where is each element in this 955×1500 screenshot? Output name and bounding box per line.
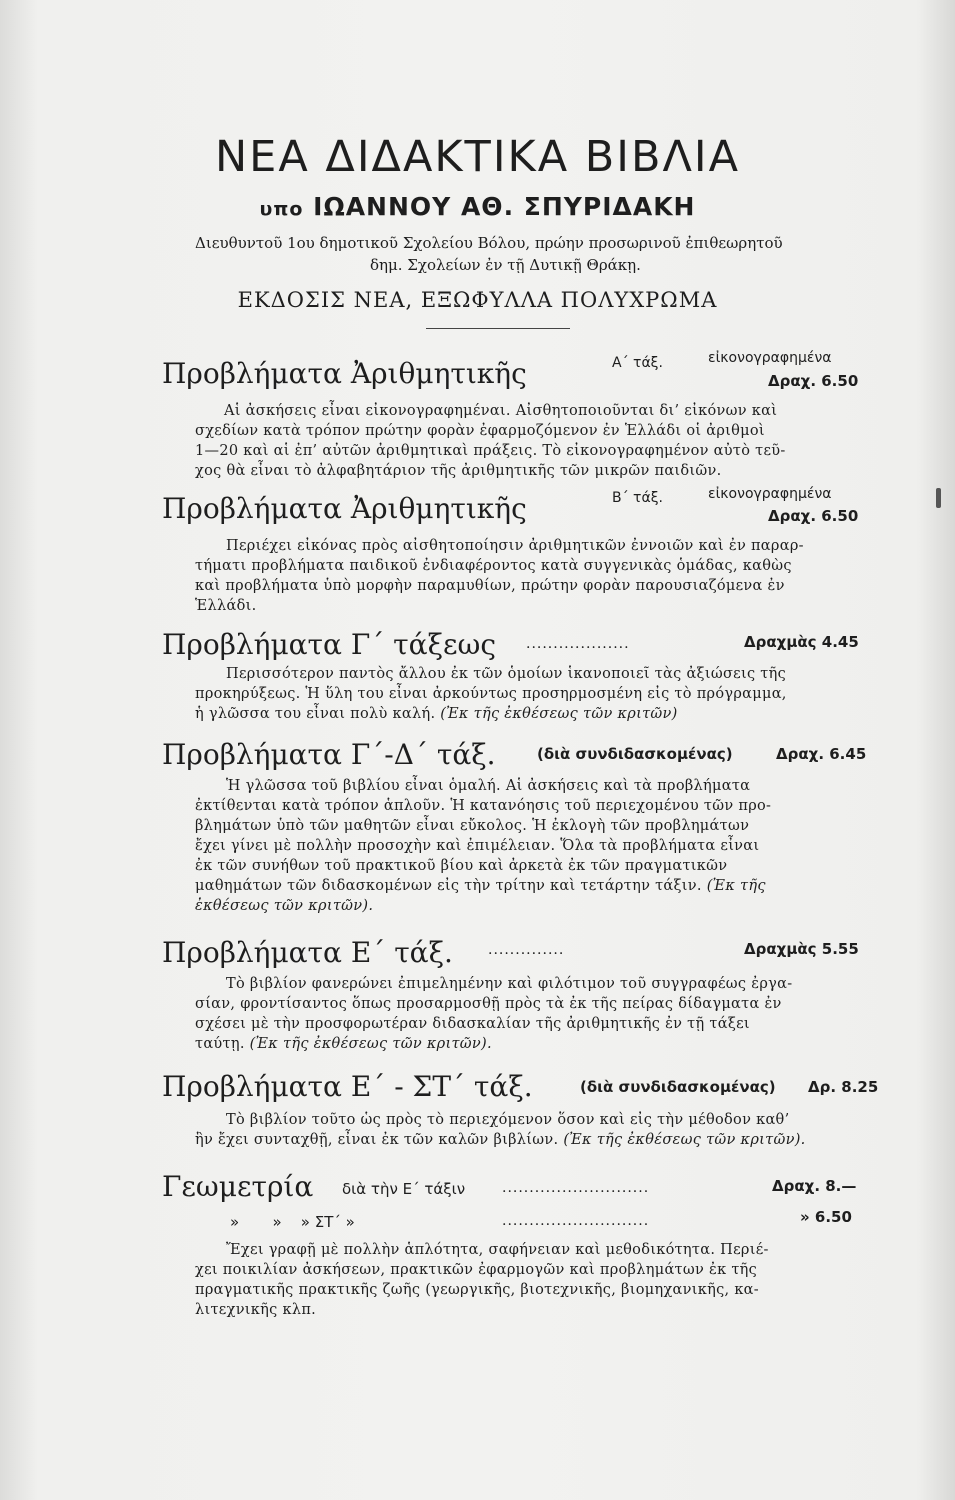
book-5-desc-last: ταύτῃ. — [195, 1036, 245, 1052]
book-4-quote-start: (Ἐκ τῆς — [706, 878, 766, 894]
book-4-desc-line-3: βλημάτων ὑπὸ τῶν μαθητῶν εἶναι εὔκολος. Ἡ ἐκλογὴ τῶν προβλημάτων — [195, 818, 750, 834]
book-4-desc-line-5: ἐκ τῶν συνήθων τοῦ πρακτικοῦ βίου καὶ ἀρκετὰ ἐκ τῶν πραγματικῶν — [195, 858, 728, 874]
book-1-desc-line-2: σχεδίων κατὰ τρόπον πρώτην φορὰν ἐφαρμοζόμενον ἐν Ἑλλάδι οἱ ἀριθμοὶ — [195, 423, 765, 439]
book-5-desc-line-4 — [195, 1036, 492, 1052]
header-divider — [426, 328, 570, 329]
book-3-desc-last: ἡ γλῶσσα του εἶναι πολὺ καλή. — [195, 706, 436, 722]
book-5-price: Δραχμὰς 5.55 — [744, 940, 859, 958]
edition-line: ΕΚΔΟΣΙΣ ΝΕΑ, ΕΞΩΦΥΛΛΑ ΠΟΛΥΧΡΩΜΑ — [237, 288, 718, 312]
book-4-note: (διὰ συνδιδασκομένας) — [537, 745, 733, 763]
affiliation-line-1: Διευθυντοῦ 1ου δημοτικοῦ Σχολείου Βόλου, πρώην προσωρινοῦ ἐπιθεωρητοῦ — [195, 234, 783, 252]
book-1-note: εἰκονογραφημένα — [708, 350, 832, 366]
book-3-desc-line-3 — [195, 706, 678, 722]
book-7-price: Δραχ. 8.— — [772, 1177, 857, 1195]
by-word: υπο — [259, 198, 304, 220]
book-4-desc-line-6 — [195, 878, 766, 894]
book-3-leader: ................... — [526, 636, 630, 652]
book-6-quote: (Ἐκ τῆς ἐκθέσεως τῶν κριτῶν). — [563, 1132, 806, 1148]
book-6-title: Προβλήματα Ε΄ - ΣΤ΄ τάξ. — [162, 1070, 533, 1103]
book-2-desc-line-3: καὶ προβλήματα ὑπὸ μορφὴν παραμυθίων, πρώτην φορὰν παρουσιαζόμενα ἐν — [195, 578, 785, 594]
book-4-title: Προβλήματα Γ΄-Δ΄ τάξ. — [162, 738, 496, 771]
book-2-desc-line-2: τήματι προβλήματα παιδικοῦ ἐνδιαφέροντος κατὰ συγγενικὰς ὁμάδας, καθὼς — [195, 558, 792, 574]
book-7-subtitle: διὰ τὴν Ε΄ τάξιν — [342, 1180, 466, 1198]
page-title: ΝΕΑ ΔΙΔΑΚΤΙΚΑ ΒΙΒΛΙΑ — [215, 132, 740, 182]
book-3-price: Δραχμὰς 4.45 — [744, 633, 859, 651]
book-7-title: Γεωμετρία — [162, 1170, 314, 1203]
affiliation-line-2: δημ. Σχολείων ἐν τῇ Δυτικῇ Θράκῃ. — [370, 256, 641, 274]
author-line — [0, 192, 955, 221]
book-1-price: Δραχ. 6.50 — [768, 372, 859, 390]
book-4-desc-line-2: ἐκτίθενται κατὰ τρόπον ἁπλοῦν. Ἡ κατανόησις τοῦ περιεχομένου τῶν προ- — [195, 798, 772, 814]
book-2-desc-line-1: Περιέχει εἰκόνας πρὸς αἰσθητοποίησιν ἀριθμητικῶν ἐννοιῶν καὶ ἐν παραρ- — [226, 538, 804, 554]
book-4-price: Δραχ. 6.45 — [776, 745, 867, 763]
book-7-ditto: » » » ΣΤ΄ » — [230, 1213, 355, 1231]
book-5-quote: (Ἐκ τῆς ἐκθέσεως τῶν κριτῶν). — [249, 1036, 492, 1052]
book-7-desc-line-3: πραγματικῆς πρακτικῆς ζωῆς (γεωργικῆς, βιοτεχνικῆς, βιομηχανικῆς, κα- — [195, 1282, 759, 1298]
book-2-title: Προβλήματα Ἀριθμητικῆς — [162, 492, 527, 525]
book-6-desc-line-1: Τὸ βιβλίον τοῦτο ὡς πρὸς τὸ περιεχόμενον ὅσον καὶ εἰς τὴν μέθοδον καθ’ — [226, 1112, 790, 1128]
book-7-leader: ........................... — [502, 1180, 650, 1196]
book-5-title: Προβλήματα Ε΄ τάξ. — [162, 936, 453, 969]
book-5-desc-line-3: σχέσει μὲ τὴν προσφορωτέραν διδασκαλίαν τῆς ἀριθμητικῆς ἐν τῇ τάξει — [195, 1016, 750, 1032]
book-7-desc-line-4: λιτεχνικῆς κλπ. — [195, 1302, 317, 1318]
book-2-grade: Β΄ τάξ. — [612, 490, 663, 506]
book-7-ditto-leader: ........................... — [502, 1213, 650, 1229]
book-4-desc-line-4: ἔχει γίνει μὲ πολλὴν προσοχὴν καὶ ἐπιμέλειαν. Ὅλα τὰ προβλήματα εἶναι — [195, 838, 760, 854]
book-4-desc-line-1: Ἡ γλῶσσα τοῦ βιβλίου εἶναι ὁμαλή. Αἱ ἀσκήσεις καὶ τὰ προβλήματα — [226, 778, 751, 794]
book-5-desc-line-2: σίαν, φροντίσαντος ὅπως προσαρμοσθῇ πρὸς τὰ ἐκ τῆς πείρας δίδαγματα ἐν — [195, 996, 782, 1012]
ink-blot — [936, 488, 941, 508]
book-7-ditto-price: » 6.50 — [800, 1208, 852, 1226]
book-6-desc-last: ἣν ἔχει συνταχθῇ, εἶναι ἐκ τῶν καλῶν βιβλίων. — [195, 1132, 559, 1148]
book-1-title: Προβλήματα Ἀριθμητικῆς — [162, 357, 527, 390]
book-4-desc-line-6-text: μαθημάτων τῶν διδασκομένων εἰς τὴν τρίτην καὶ τετάρτην τάξιν. — [195, 878, 702, 894]
book-1-grade: Α΄ τάξ. — [612, 355, 663, 371]
book-2-price: Δραχ. 6.50 — [768, 507, 859, 525]
book-3-desc-line-1: Περισσότερον παντὸς ἄλλου ἐκ τῶν ὁμοίων ἱκανοποιεῖ τὰς ἀξιώσεις τῆς — [226, 666, 787, 682]
book-7-desc-line-2: χει ποικιλίαν ἀσκήσεων, πρακτικῶν ἐφαρμογῶν καὶ προβλημάτων ἐκ τῆς — [195, 1262, 758, 1278]
book-3-quote: (Ἐκ τῆς ἐκθέσεως τῶν κριτῶν) — [440, 706, 678, 722]
book-1-desc-line-3: 1—20 καὶ αἱ ἐπ’ αὐτῶν ἀριθμητικαὶ πράξεις. Τὸ εἰκονογραφημένον αὐτὸ τεῦ- — [195, 443, 786, 459]
book-6-note: (διὰ συνδιδασκομένας) — [580, 1078, 776, 1096]
book-7-desc-line-1: Ἔχει γραφῇ μὲ πολλὴν ἁπλότητα, σαφήνειαν καὶ μεθοδικότητα. Περιέ- — [226, 1242, 769, 1258]
book-1-desc-line-1: Αἱ ἀσκήσεις εἶναι εἰκονογραφημέναι. Αἰσθητοποιοῦνται δι’ εἰκόνων καὶ — [224, 403, 778, 419]
book-5-leader: .............. — [488, 942, 565, 958]
book-1-desc-line-4: χος θὰ εἶναι τὸ ἀλφαβητάριον τῆς ἀριθμητικῆς τῶν μικρῶν παιδιῶν. — [195, 463, 722, 479]
book-2-note: εἰκονογραφημένα — [708, 486, 832, 502]
book-6-desc-line-2 — [195, 1132, 806, 1148]
book-6-price: Δρ. 8.25 — [808, 1078, 879, 1096]
book-4-quote-end: ἐκθέσεως τῶν κριτῶν). — [195, 898, 374, 914]
book-3-desc-line-2: προκηρύξεως. Ἡ ὕλη του εἶναι ἀρκούντως προσηρμοσμένη εἰς τὸ πρόγραμμα, — [195, 686, 787, 702]
book-5-desc-line-1: Τὸ βιβλίον φανερώνει ἐπιμελημένην καὶ φιλότιμον τοῦ συγγραφέως ἐργα- — [226, 976, 793, 992]
book-2-desc-line-4: Ἑλλάδι. — [195, 598, 257, 614]
author-name: ΙΩΑΝΝΟΥ ΑΘ. ΣΠΥΡΙΔΑΚΗ — [313, 192, 696, 221]
book-3-title: Προβλήματα Γ΄ τάξεως — [162, 628, 497, 661]
